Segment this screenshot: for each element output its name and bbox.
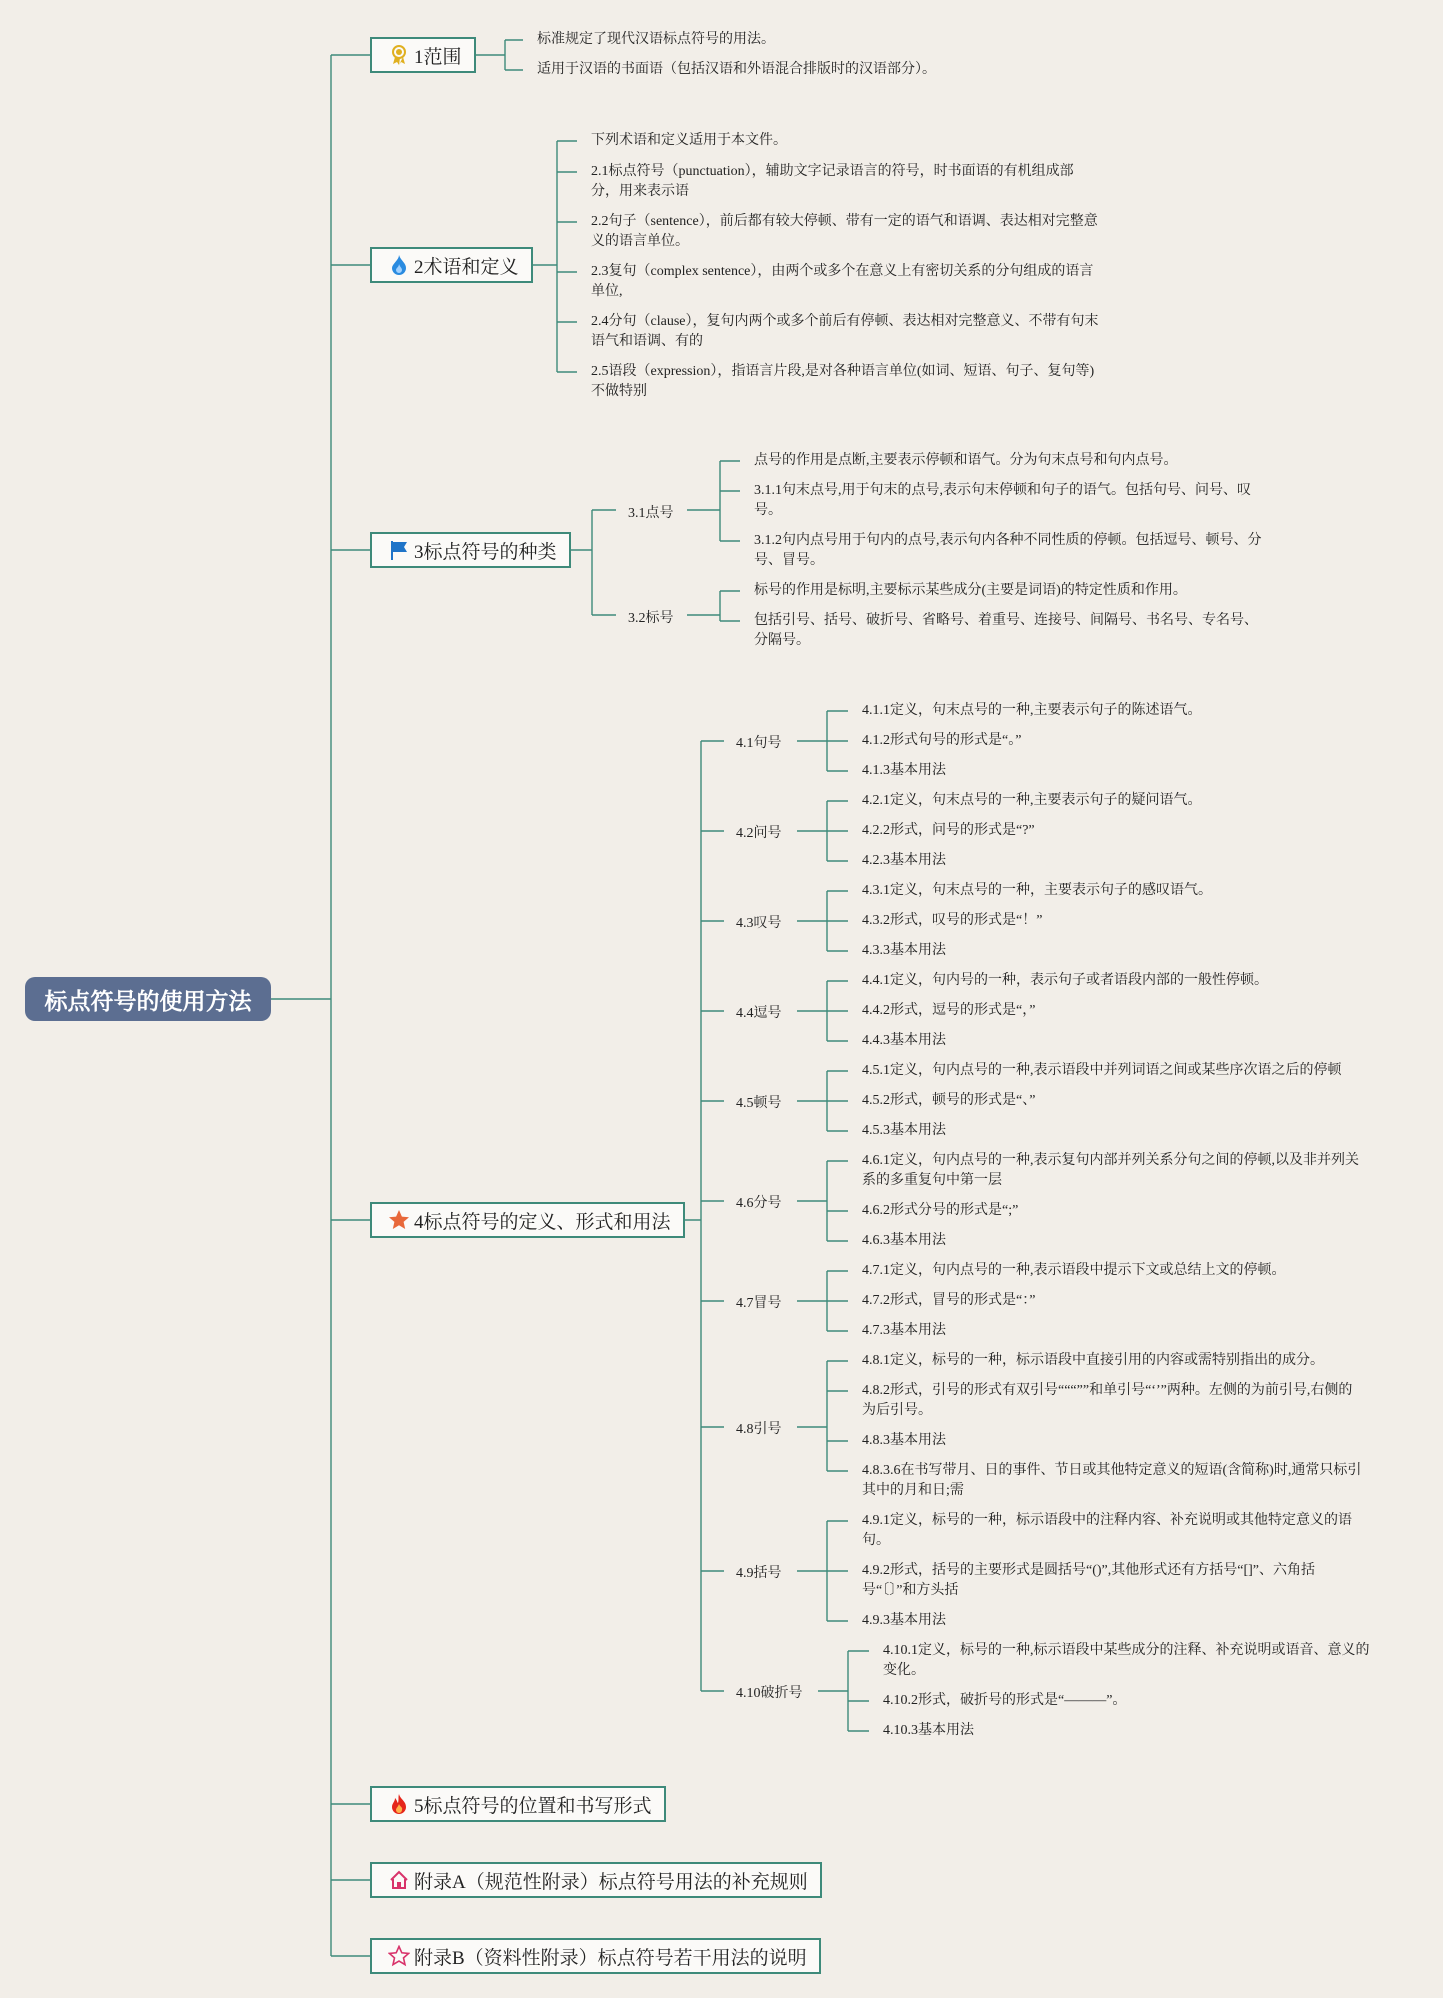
leaf-item[interactable]: 4.1.3基本用法 — [862, 763, 946, 778]
leaf-item[interactable]: 4.2.3基本用法 — [862, 853, 946, 868]
subtopic-item[interactable]: 4.2问号 — [736, 826, 782, 841]
leaf-item[interactable]: 4.7.2形式，冒号的形式是“：” — [862, 1293, 1036, 1308]
leaf-item[interactable]: 2.2句子（sentence），前后都有较大停顿、带有一定的语气和语调、表达相对完整意义的语言单位。 — [591, 214, 1098, 249]
star-outline-icon — [388, 1945, 410, 1967]
subtopic-item[interactable]: 4.9括号 — [736, 1566, 782, 1581]
topic-label: 附录B（资料性附录）标点符号若干用法的说明 — [414, 1947, 807, 1969]
leaf-item[interactable]: 4.3.3基本用法 — [862, 943, 946, 958]
leaf-item[interactable]: 4.10.3基本用法 — [883, 1723, 974, 1738]
leaf-item[interactable]: 4.2.2形式，问号的形式是“?” — [862, 823, 1035, 838]
leaf-item[interactable]: 4.5.3基本用法 — [862, 1123, 946, 1138]
leaf-item[interactable]: 4.9.2形式，括号的主要形式是圆括号“()”,其他形式还有方括号“[]”、六角括号“〔〕”和方头括 — [862, 1563, 1316, 1598]
topic-label: 1范围 — [414, 46, 462, 68]
topic-scope[interactable] — [370, 37, 476, 73]
subtopic-item[interactable]: 4.8引号 — [736, 1422, 782, 1437]
subtopic-item[interactable]: 4.6分号 — [736, 1196, 782, 1211]
subtopic-marker[interactable]: 3.2标号 — [628, 611, 674, 626]
topic-label: 4标点符号的定义、形式和用法 — [414, 1211, 671, 1233]
leaf-item[interactable]: 2.4分句（clause），复句内两个或多个前后有停顿、表达相对完整意义、不带有句末语气和语调、有的 — [591, 314, 1099, 349]
leaf-item[interactable]: 2.5语段（expression），指语言片段,是对各种语言单位(如词、短语、句子、复句等)不做特别 — [591, 364, 1095, 399]
flag-icon — [388, 539, 410, 561]
leaf-item[interactable]: 2.3复句（complex sentence），由两个或多个在意义上有密切关系的分句组成的语言单位, — [591, 264, 1094, 299]
leaf-item[interactable]: 标号的作用是标明,主要标示某些成分(主要是词语)的特定性质和作用。 — [754, 583, 1187, 598]
leaf-item[interactable]: 4.5.1定义，句内点号的一种,表示语段中并列词语之间或某些序次语之后的停顿 — [862, 1063, 1342, 1078]
leaf-item[interactable]: 4.10.2形式，破折号的形式是“———”。 — [883, 1693, 1127, 1708]
award-icon — [388, 44, 410, 66]
leaf-item[interactable]: 4.3.2形式，叹号的形式是“！” — [862, 913, 1043, 928]
leaf-item[interactable]: 点号的作用是点断,主要表示停顿和语气。分为句末点号和句内点号。 — [754, 453, 1178, 468]
water-drop-icon — [388, 254, 410, 276]
subtopic-item[interactable]: 4.4逗号 — [736, 1006, 782, 1021]
leaf-item[interactable]: 4.4.1定义，句内号的一种，表示句子或者语段内部的一般性停顿。 — [862, 973, 1268, 988]
home-icon — [388, 1869, 410, 1891]
leaf-item[interactable]: 标准规定了现代汉语标点符号的用法。 — [537, 32, 775, 47]
leaf-item[interactable]: 3.1.1句末点号,用于句末的点号,表示句末停顿和句子的语气。包括句号、问号、叹号。 — [754, 483, 1251, 518]
topic-appendix-a[interactable] — [370, 1862, 822, 1898]
leaf-item[interactable]: 4.8.2形式，引号的形式有双引号“““””和单引号“‘’”两种。左侧的为前引号,右侧的为后引号。 — [862, 1383, 1353, 1418]
leaf-item[interactable]: 4.4.2形式，逗号的形式是“，” — [862, 1003, 1036, 1018]
leaf-item[interactable]: 4.5.2形式，顿号的形式是“、” — [862, 1093, 1036, 1108]
leaf-item[interactable]: 适用于汉语的书面语（包括汉语和外语混合排版时的汉语部分）。 — [537, 62, 936, 77]
star-icon — [388, 1209, 410, 1231]
leaf-item[interactable]: 4.4.3基本用法 — [862, 1033, 946, 1048]
topic-label: 2术语和定义 — [414, 256, 519, 278]
leaf-item[interactable]: 4.9.1定义，标号的一种，标示语段中的注释内容、补充说明或其他特定意义的语句。 — [862, 1513, 1352, 1548]
leaf-item[interactable]: 4.8.1定义，标号的一种，标示语段中直接引用的内容或需特别指出的成分。 — [862, 1353, 1324, 1368]
leaf-item[interactable]: 4.9.3基本用法 — [862, 1613, 946, 1628]
topic-position[interactable] — [370, 1786, 666, 1822]
leaf-item[interactable]: 4.7.3基本用法 — [862, 1323, 946, 1338]
leaf-item[interactable]: 4.7.1定义，句内点号的一种,表示语段中提示下文或总结上文的停顿。 — [862, 1263, 1286, 1278]
leaf-item[interactable]: 4.6.1定义，句内点号的一种,表示复句内部并列关系分句之间的停顿,以及非并列关系的多重复句中第一层 — [862, 1153, 1359, 1188]
topic-terms[interactable] — [370, 247, 533, 283]
leaf-item[interactable]: 4.3.1定义，句末点号的一种，主要表示句子的感叹语气。 — [862, 883, 1212, 898]
leaf-item[interactable]: 4.2.1定义，句末点号的一种,主要表示句子的疑问语气。 — [862, 793, 1202, 808]
leaf-item[interactable]: 下列术语和定义适用于本文件。 — [591, 133, 787, 148]
leaf-item[interactable]: 4.1.2形式句号的形式是“。” — [862, 733, 1022, 748]
leaf-item[interactable]: 4.6.3基本用法 — [862, 1233, 946, 1248]
subtopic-dot[interactable]: 3.1点号 — [628, 506, 674, 521]
topic-label: 5标点符号的位置和书写形式 — [414, 1795, 652, 1817]
topic-types[interactable] — [370, 532, 571, 568]
leaf-item[interactable]: 4.10.1定义，标号的一种,标示语段中某些成分的注释、补充说明或语音、意义的变化。 — [883, 1643, 1370, 1678]
leaf-item[interactable]: 4.1.1定义，句末点号的一种,主要表示句子的陈述语气。 — [862, 703, 1202, 718]
subtopic-item[interactable]: 4.1句号 — [736, 736, 782, 751]
topic-label: 附录A（规范性附录）标点符号用法的补充规则 — [414, 1871, 808, 1893]
subtopic-item[interactable]: 4.3叹号 — [736, 916, 782, 931]
subtopic-item[interactable]: 4.5顿号 — [736, 1096, 782, 1111]
subtopic-item[interactable]: 4.10破折号 — [736, 1686, 803, 1701]
leaf-item[interactable]: 4.8.3.6在书写带月、日的事件、节日或其他特定意义的短语(含简称)时,通常只标引其中的月和日;需 — [862, 1463, 1362, 1498]
topic-definitions[interactable] — [370, 1202, 685, 1238]
topic-label: 3标点符号的种类 — [414, 541, 557, 563]
leaf-item[interactable]: 包括引号、括号、破折号、省略号、着重号、连接号、间隔号、书名号、专名号、分隔号。 — [754, 613, 1258, 648]
topic-appendix-b[interactable] — [370, 1938, 821, 1974]
leaf-item[interactable]: 4.6.2形式分号的形式是“;” — [862, 1203, 1019, 1218]
leaf-item[interactable]: 2.1标点符号（punctuation），辅助文字记录语言的符号，时书面语的有机组成部分，用来表示语 — [591, 164, 1074, 199]
subtopic-item[interactable]: 4.7冒号 — [736, 1296, 782, 1311]
leaf-item[interactable]: 3.1.2句内点号用于句内的点号,表示句内各种不同性质的停顿。包括逗号、顿号、分号、冒号。 — [754, 533, 1262, 568]
fire-icon — [388, 1793, 410, 1815]
root-topic[interactable]: 标点符号的使用方法 — [25, 977, 271, 1021]
leaf-item[interactable]: 4.8.3基本用法 — [862, 1433, 946, 1448]
